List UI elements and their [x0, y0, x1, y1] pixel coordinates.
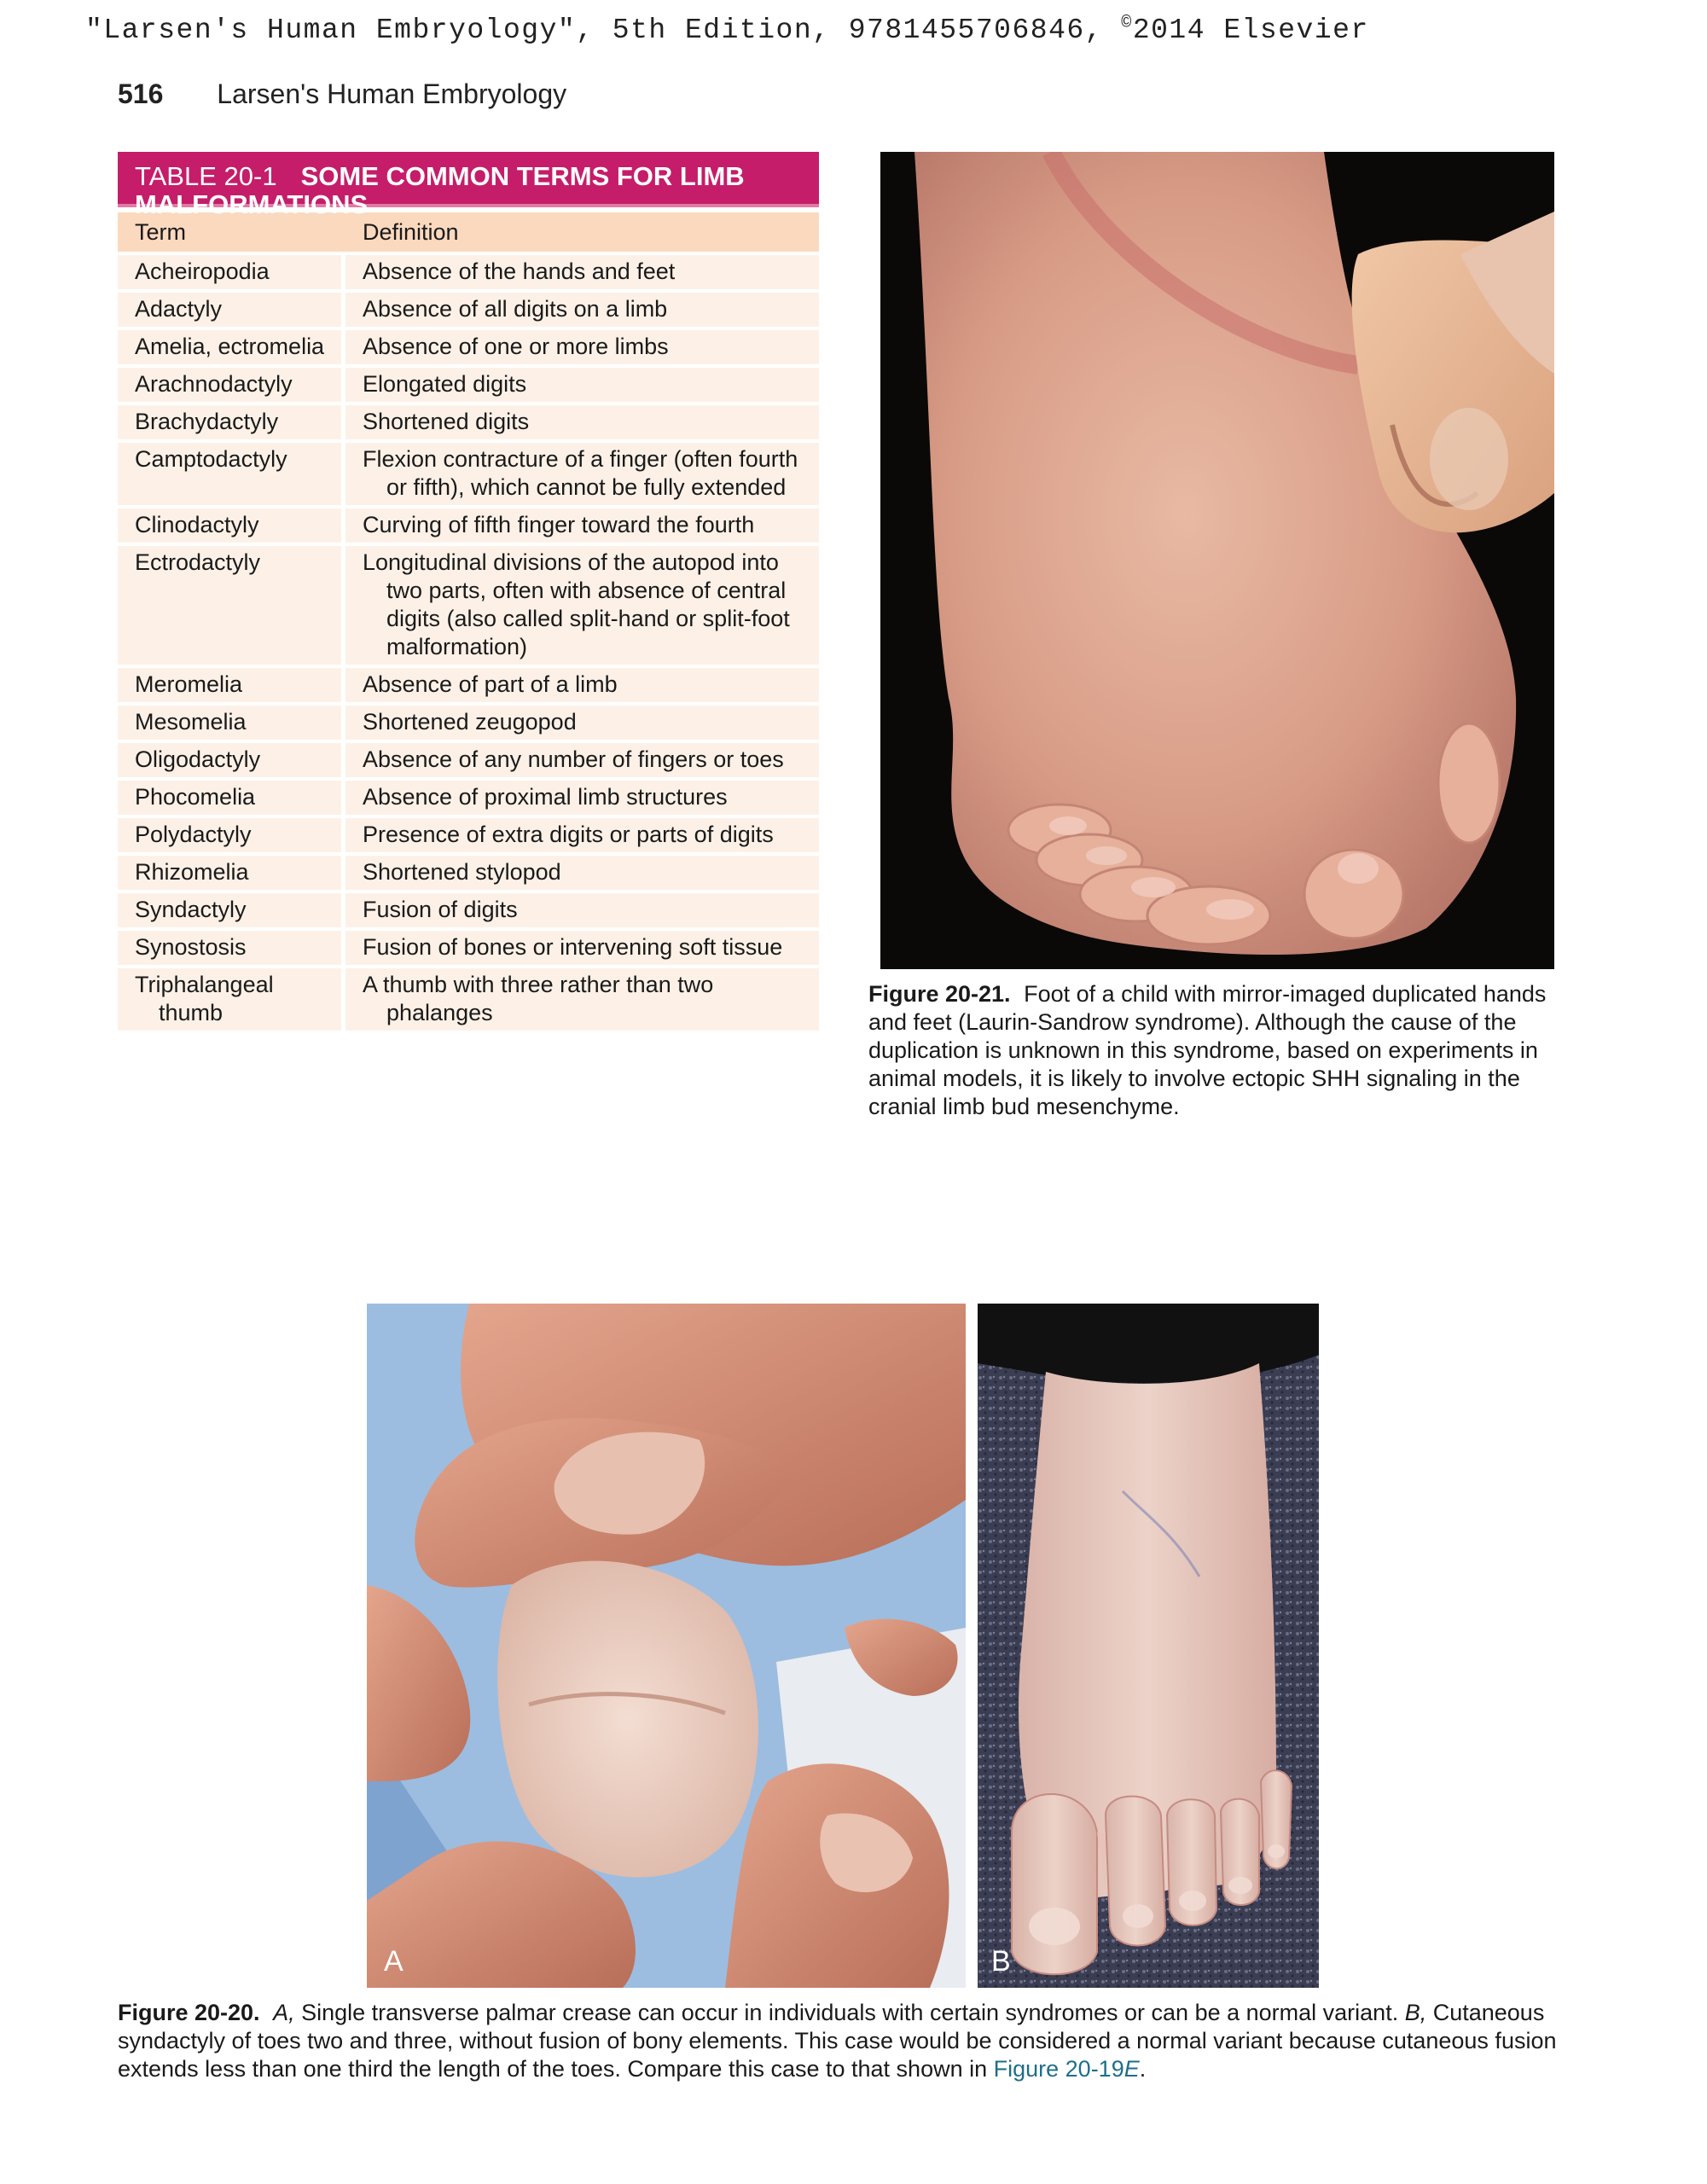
- table-row: [118, 546, 819, 665]
- term-cell: [118, 968, 345, 1031]
- definition-text: Elongated digits: [363, 371, 527, 397]
- table-row: [118, 293, 819, 327]
- term-cell: [118, 546, 345, 665]
- definition-text: Fusion of digits: [363, 897, 518, 922]
- caption-panel-a-letter: A,: [273, 2000, 295, 2025]
- watermark-prefix: "Larsen's Human Embryology", 5th Edition, 9781455706846,: [85, 15, 1122, 46]
- terms-table: [118, 209, 819, 1034]
- duplicated-foot-image: [880, 152, 1554, 969]
- table-row: [118, 508, 819, 543]
- term-text: Meromelia: [135, 671, 243, 697]
- definition-cell: [345, 818, 819, 852]
- palm-crease-image: [367, 1304, 966, 1988]
- table-row: [118, 443, 819, 505]
- definition-cell: [345, 368, 819, 402]
- term-text: Camptodactyly: [135, 446, 287, 472]
- term-text: Mesomelia: [135, 709, 247, 735]
- definition-cell: [345, 706, 819, 740]
- definition-text: Fusion of bones or intervening soft tissue: [363, 934, 783, 960]
- definition-text: Absence of all digits on a limb: [363, 296, 668, 322]
- definition-cell: [345, 893, 819, 927]
- panel-letter-b: B: [991, 1945, 1011, 1978]
- table-row: [118, 818, 819, 852]
- figure-20-20-label: Figure 20-20.: [118, 2000, 260, 2025]
- term-text: Synostosis: [135, 934, 247, 960]
- table-row: [118, 330, 819, 364]
- figure-20-21-caption: [868, 980, 1570, 1121]
- term-text: Oligodactyly: [135, 746, 261, 772]
- watermark-suffix: 2014 Elsevier: [1132, 15, 1369, 46]
- table-row: [118, 743, 819, 777]
- term-cell: [118, 931, 345, 965]
- definition-cell: [345, 443, 819, 505]
- definition-text: Absence of part of a limb: [363, 671, 618, 697]
- table-row: [118, 856, 819, 890]
- definition-text: Flexion contracture of a finger (often fourth or fifth), which cannot be fully extended: [363, 446, 798, 500]
- term-text: Polydactyly: [135, 822, 252, 847]
- definition-cell: [345, 931, 819, 965]
- terms-table-body: [118, 255, 819, 1031]
- term-cell: [118, 743, 345, 777]
- term-cell: [118, 818, 345, 852]
- definition-cell: [345, 743, 819, 777]
- definition-text: Presence of extra digits or parts of digits: [363, 822, 774, 847]
- term-text: Phocomelia: [135, 784, 256, 810]
- definition-text: Shortened zeugopod: [363, 709, 577, 735]
- definition-cell: [345, 330, 819, 364]
- definition-cell: [345, 293, 819, 327]
- definition-cell: [345, 405, 819, 439]
- term-cell: [118, 856, 345, 890]
- term-cell: [118, 405, 345, 439]
- document-watermark: [85, 14, 1369, 46]
- table-row: [118, 781, 819, 815]
- table-row: [118, 668, 819, 702]
- table-title: SOME COMMON TERMS FOR LIMB MALFORMATIONS: [135, 161, 745, 219]
- caption-panel-a-text: Single transverse palmar crease can occur in individuals with certain syndromes or can be a normal variant.: [294, 2000, 1405, 2025]
- term-text: Adactyly: [135, 296, 223, 322]
- term-text: Clinodactyly: [135, 512, 259, 537]
- term-cell: [118, 893, 345, 927]
- term-text: Rhizomelia: [135, 859, 249, 885]
- definition-text: Curving of fifth finger toward the fourth: [363, 512, 755, 537]
- definition-cell: [345, 856, 819, 890]
- definition-cell: [345, 255, 819, 289]
- term-text: Acheiropodia: [135, 258, 270, 284]
- column-header-definition: Definition: [345, 212, 819, 252]
- term-text: Arachnodactyly: [135, 371, 293, 397]
- term-cell: [118, 368, 345, 402]
- term-cell: [118, 781, 345, 815]
- figure-20-20-panel-b-photo: [978, 1304, 1319, 1988]
- table-row: [118, 968, 819, 1031]
- caption-panel-b-text: Cutaneous syndactyly of toes two and three, without fusion of bony elements. This case would be considered a normal variant because cutaneous fusion extends less than one third the length of the toes. Compare this case to that shown in: [118, 2000, 1557, 2082]
- term-text: Triphalangeal thumb: [135, 972, 274, 1025]
- figure-20-21-label: Figure 20-21.: [868, 981, 1011, 1007]
- term-text: Syndactyly: [135, 897, 247, 922]
- definition-text: A thumb with three rather than two phalanges: [363, 972, 714, 1025]
- figure-20-19-link[interactable]: [994, 2056, 1140, 2082]
- column-header-term: Term: [118, 212, 345, 252]
- page-number: 516: [118, 78, 164, 109]
- definition-cell: [345, 668, 819, 702]
- definition-text: Absence of any number of fingers or toes: [363, 746, 784, 772]
- table-row: [118, 405, 819, 439]
- definition-cell: [345, 781, 819, 815]
- term-text: Ectrodactyly: [135, 549, 261, 575]
- term-cell: [118, 293, 345, 327]
- panel-letter-a: A: [384, 1945, 404, 1978]
- figure-20-20-caption: [118, 1999, 1570, 2083]
- table-row: [118, 368, 819, 402]
- table-row: [118, 931, 819, 965]
- table-row: [118, 893, 819, 927]
- figure-link-suffix: E: [1123, 2056, 1140, 2082]
- figure-20-20-panel-a-photo: [367, 1304, 966, 1988]
- table-20-1: [118, 152, 819, 1034]
- definition-text: Longitudinal divisions of the autopod into two parts, often with absence of central digits (also called split-hand or split-foot malformation): [363, 549, 790, 659]
- definition-text: Absence of the hands and feet: [363, 258, 676, 284]
- figure-20-21-photo: [880, 152, 1554, 969]
- table-caption: [118, 152, 819, 219]
- term-cell: [118, 443, 345, 505]
- definition-cell: [345, 546, 819, 665]
- term-cell: [118, 255, 345, 289]
- definition-text: Absence of one or more limbs: [363, 334, 669, 359]
- table-row: [118, 706, 819, 740]
- toe-syndactyly-image: [978, 1304, 1319, 1988]
- definition-cell: [345, 508, 819, 543]
- definition-text: Absence of proximal limb structures: [363, 784, 728, 810]
- table-label: TABLE 20-1: [135, 161, 277, 191]
- term-cell: [118, 508, 345, 543]
- term-cell: [118, 706, 345, 740]
- running-head: [118, 78, 566, 110]
- table-row: [118, 255, 819, 289]
- term-cell: [118, 330, 345, 364]
- term-text: Brachydactyly: [135, 409, 279, 434]
- copyright-symbol: ©: [1121, 14, 1133, 33]
- caption-panel-b-letter: B,: [1404, 2000, 1427, 2025]
- definition-text: Shortened digits: [363, 409, 530, 434]
- caption-end: .: [1139, 2056, 1147, 2082]
- book-title: Larsen's Human Embryology: [217, 78, 567, 109]
- figure-20-21-text: Foot of a child with mirror-imaged duplicated hands and feet (Laurin-Sandrow syndrome). Although the cause of the duplication is unknown in this syndrome, based on experiments in animal models, it is likely to involve ectopic SHH signaling in the cranial limb bud mesenchyme.: [868, 981, 1547, 1119]
- term-text: Amelia, ectromelia: [135, 334, 325, 359]
- definition-text: Shortened stylopod: [363, 859, 561, 885]
- term-cell: [118, 668, 345, 702]
- figure-link-text: Figure 20-19: [993, 2056, 1124, 2082]
- definition-cell: [345, 968, 819, 1031]
